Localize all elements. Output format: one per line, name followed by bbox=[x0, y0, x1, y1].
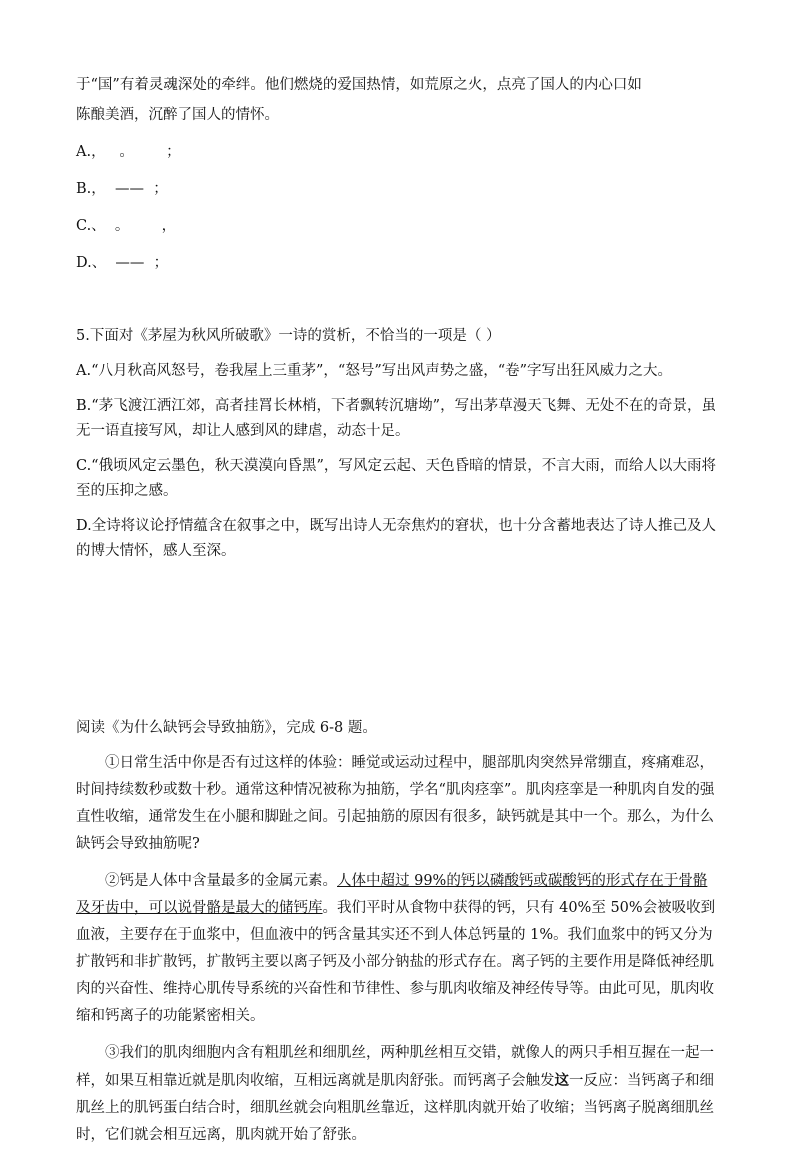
reading-paragraph-1: ①日常生活中你是否有过这样的体验：睡觉或运动过程中，腿部肌肉突然异常绷直，疼痛难忍，时间持续数秒或数十秒。通常这种情况被称为抽筋，学名“肌肉痉挛”。肌肉痉挛是一种肌肉自发的强直性收缩，通常发生在小腿和脚趾之间。引起抽筋的原因有很多，缺钙就是其中一个。那么，为什么缺钙会导致抽筋呢? bbox=[76, 755, 715, 852]
p3-text-start: ③我们的肌肉细胞内含有粗肌丝和细肌丝，两种肌丝相互交错，就像人的两只手相互握在一起一样，如果互相靠近就是肌肉收缩，互相远离就是肌肉舒张。而钙离子会触发 bbox=[76, 1045, 714, 1089]
q4-option-c: C.、 。 ， bbox=[76, 218, 177, 234]
q4-option-a: A.， 。 ； bbox=[76, 144, 181, 160]
p2-text-start: ②钙是人体中含量最多的金属元素。 bbox=[105, 873, 337, 889]
intro-block bbox=[76, 73, 716, 128]
p3-bold-word: 这 bbox=[554, 1072, 569, 1089]
q5-option-b: B.“茅飞渡江洒江郊，高者挂罥长林梢，下者飘转沉塘坳”，写出茅草漫天飞舞、无处不在的奇景，虽无一语直接写风，却让人感到风的肆虐，动态十足。 bbox=[76, 398, 716, 439]
q5-option-d: D.全诗将议论抒情蕴含在叙事之中，既写出诗人无奈焦灼的窘状，也十分含蓄地表达了诗人推己及人的博大情怀，感人至深。 bbox=[76, 518, 716, 559]
q4-option-d: D.、 —— ； bbox=[76, 255, 169, 271]
reading-paragraph-2 bbox=[76, 868, 716, 1030]
p3-text-end: 一反应：当钙离子和细肌丝上的肌钙蛋白结合时，细肌丝就会向粗肌丝靠近，这样肌肉就开始了收缩；当钙离子脱离细肌丝时，它们就会相互远离，肌肉就开始了舒张。 bbox=[76, 1073, 714, 1143]
intro-line-1: 于“国”有着灵魂深处的牵绊。他们燃烧的爱国热情，如荒原之火，点亮了国人的内心口如 bbox=[76, 77, 642, 93]
intro-line-2: 陈酿美酒，沉醉了国人的情怀。 bbox=[76, 107, 279, 123]
q5-stem: 5.下面对《茅屋为秋风所破歌》一诗的赏析，不恰当的一项是（ ） bbox=[76, 328, 501, 344]
q5-option-c: C.“俄顷风定云墨色，秋天漠漠向昏黑”，写风定云起、天色昏暗的情景，不言大雨，而给人以大雨将至的压抑之感。 bbox=[76, 458, 716, 499]
reading-section bbox=[76, 716, 716, 1149]
question-5 bbox=[76, 324, 716, 564]
p2-text-end: 。我们平时从食物中获得的钙，只有 40%至 50%会被吸收到血液，主要存在于血浆中，但血液中的钙含量其实还不到人体总钙量的 1%。我们血浆中的钙又分为扩散钙和非扩散钙，扩散钙主要以离子钙及小部分钠盐的形式存在。离子钙的主要作用是降低神经肌肉的兴奋性、维持心肌传导系统的兴奋性和节律性、参与肌肉收缩及神经传导等。由此可见，肌肉收缩和钙离子的功能紧密相关。 bbox=[76, 900, 716, 1024]
q5-option-a: A.“八月秋高风怒号，卷我屋上三重茅”，“怒号”写出风声势之盛，“卷”字写出狂风威力之大。 bbox=[76, 363, 673, 379]
reading-paragraph-3 bbox=[76, 1040, 716, 1149]
q4-option-b: B.， —— ； bbox=[76, 181, 168, 197]
p2-underlined-sentence: 人体中超过 99%的钙以磷酸钙或碳酸钙的形式存在于骨骼及牙齿中，可以说骨骼是最大的储钙库 bbox=[76, 873, 708, 916]
reading-lead: 阅读《为什么缺钙会导致抽筋》，完成 6-8 题。 bbox=[76, 720, 377, 736]
q4-options bbox=[76, 141, 181, 274]
